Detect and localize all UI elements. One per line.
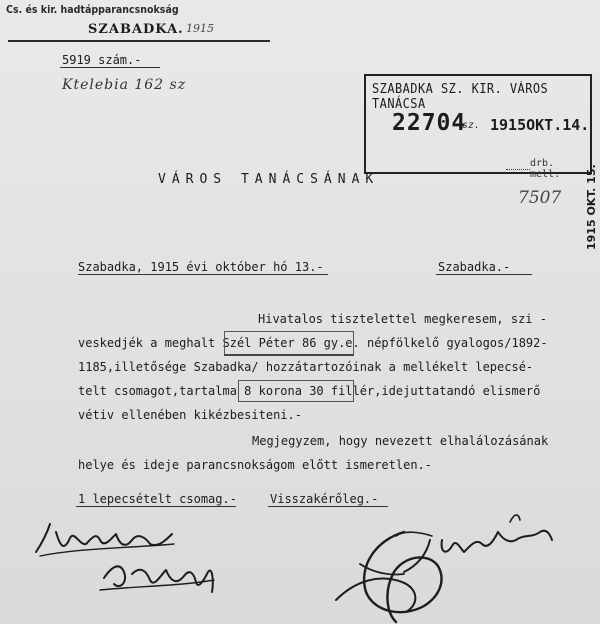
return-note: Visszakérőleg.- xyxy=(270,492,379,506)
body-line: telt csomagot,tartalma 8 korona 30 fillér,idejuttatandó elismerő xyxy=(78,384,541,398)
name-highlight-box xyxy=(224,331,354,356)
stamp-sz-label: sz. xyxy=(462,120,481,131)
amount-highlight-box xyxy=(238,380,354,402)
dateline-right-underline xyxy=(436,274,532,275)
handwritten-reference-note: Ktelebia 162 sz xyxy=(62,77,187,93)
signature-left-top xyxy=(36,524,172,552)
stamp-dotted-line xyxy=(506,169,530,170)
dateline-right: Szabadka.- xyxy=(438,260,511,274)
header-handwritten-year: 1915 xyxy=(186,22,214,35)
stamp-drb-label: drb. mell. xyxy=(530,158,561,180)
dateline-underline xyxy=(78,274,328,275)
stamp-date: 1915OKT.14. xyxy=(490,116,590,134)
body-line: Hivatalos tisztelettel megkeresem, szi - xyxy=(258,312,547,326)
stamp-number: 22704 xyxy=(392,110,467,136)
body-line: helye és ideje parancsnokságom előtt ismeretlen.- xyxy=(78,458,433,472)
return-underline xyxy=(268,506,388,507)
body-line: 1185,illetősége Szabadka/ hozzátartozóinak a mellékelt lepecsé- xyxy=(78,360,534,374)
vertical-received-date: 1915 OKT. 15. xyxy=(585,164,598,250)
body-line: vétiv ellenében kikézbesiteni.- xyxy=(78,408,302,422)
body-line: Megjegyzem, hogy nevezett elhalálozásának xyxy=(252,434,549,448)
stamp-title: SZABADKA SZ. KIR. VÁROS TANÁCSA xyxy=(372,82,549,112)
reference-underline xyxy=(60,67,160,68)
header-rule xyxy=(8,40,270,42)
signature-left-bottom xyxy=(104,566,213,592)
signature-right xyxy=(404,531,552,572)
header-city: SZABADKA. xyxy=(88,22,184,37)
enclosure-note: 1 lepecsételt csomag.- xyxy=(78,492,237,506)
body-line: veskedjék a meghalt Szél Péter 86 gy.e. népfölkelő gyalogos/1892- xyxy=(78,336,548,350)
handwritten-side-number: 7507 xyxy=(518,188,562,208)
enclosure-underline xyxy=(76,506,236,507)
dateline-left: Szabadka, 1915 évi október hó 13.- xyxy=(78,260,324,274)
header-authority: Cs. és kir. hadtápparancsnokság xyxy=(6,3,179,16)
registry-stamp xyxy=(364,74,592,180)
addressee: VÁROS TANÁCSÁNAK xyxy=(158,172,380,187)
reference-number: 5919 szám.- xyxy=(62,53,142,67)
